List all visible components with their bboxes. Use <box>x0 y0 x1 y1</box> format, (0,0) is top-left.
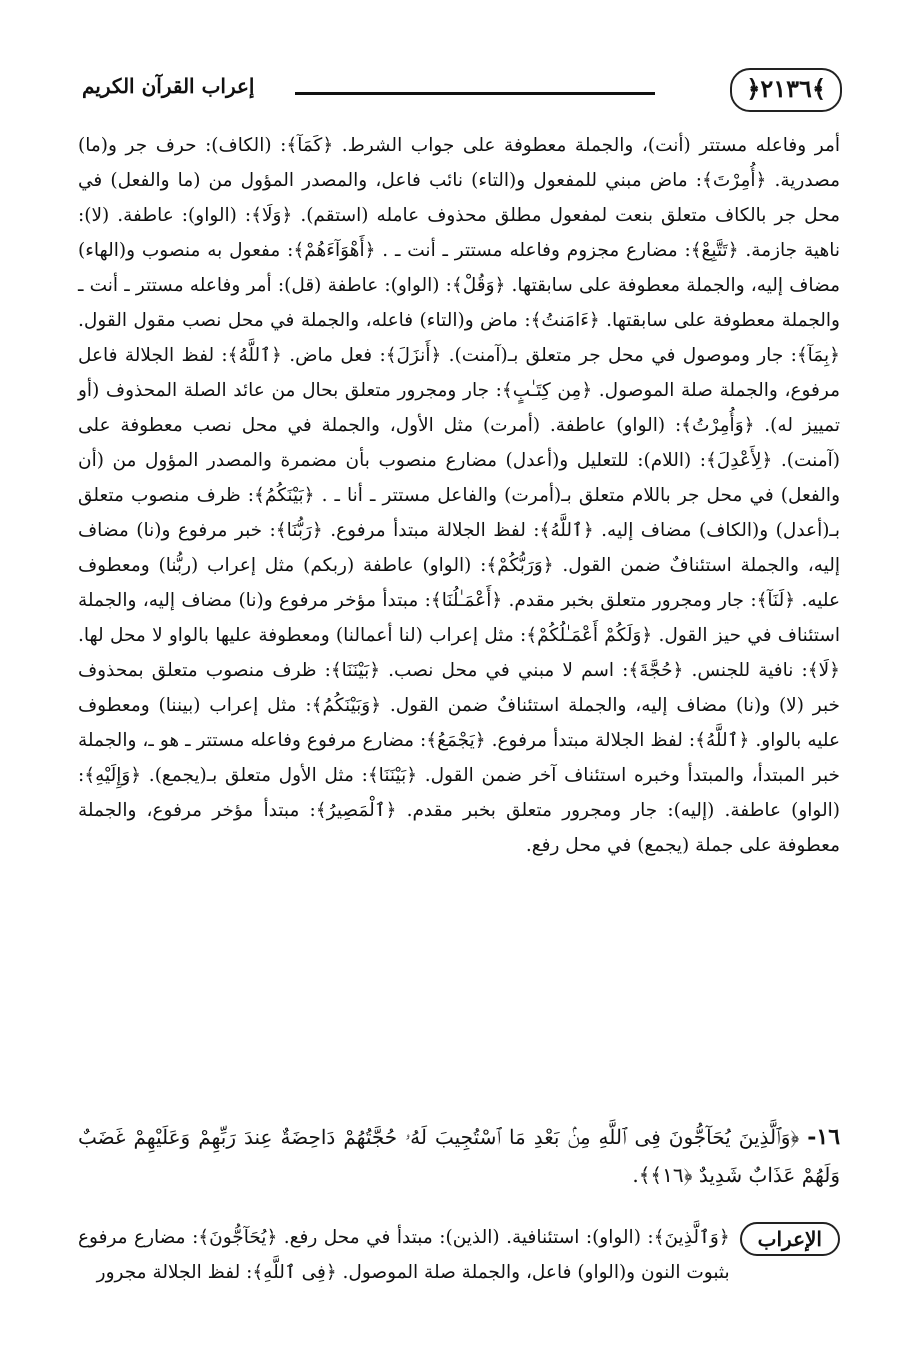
verse-text: ﴿وَٱلَّذِينَ يُحَآجُّونَ فِى ٱللَّهِ مِنۢ بَعْدِ مَا ٱسْتُجِيبَ لَهُۥ حُجَّتُهُمْ دَاحِضَةٌ عِندَ رَبِّهِمْ وَعَلَيْهِمْ غَضَبٌ وَلَهُمْ عَذَابٌ شَدِيدٌ ﴿١٦﴾﴾. <box>78 1125 840 1187</box>
irab-section <box>78 1220 840 1290</box>
book-title: إعراب القرآن الكريم <box>82 74 255 98</box>
header-rule <box>295 92 655 95</box>
verse-number: ١٦- <box>807 1124 841 1150</box>
main-text <box>78 128 840 863</box>
body-paragraph: أمر وفاعله مستتر (أنت)، والجملة معطوفة على جواب الشرط. ﴿كَمَآ﴾: (الكاف): حرف جر و(ما) مصدرية. ﴿أُمِرْتَ﴾: ماض مبني للمفعول و(التاء) نائب فاعل، والمصدر المؤول من (ما والفعل) في محل جر بالكاف متعلق بنعت لمفعول مطلق محذوف عامله (استقم). ﴿وَلَا﴾: (الواو): عاطفة. (لا): ناهية جازمة. ﴿تَتَّبِعْ﴾: مضارع مجزوم وفاعله مستتر ـ أنت ـ . ﴿أَهْوَآءَهُمْ﴾: مفعول به منصوب و(الهاء) مضاف إليه، والجملة معطوفة على سابقتها. ﴿وَقُلْ﴾: (الواو): عاطفة (قل): أمر وفاعله مستتر ـ أنت ـ والجملة معطوفة على سابقتها. ﴿ءَامَنتُ﴾: ماض و(التاء) فاعله، والجملة في محل نصب مقول القول. ﴿بِمَآ﴾: جار وموصول في محل جر متعلق بـ(آمنت). ﴿أَنزَلَ﴾: فعل ماض. ﴿ٱللَّهُ﴾: لفظ الجلالة فاعل مرفوع، والجملة صلة الموصول. ﴿مِن كِتَـٰبٍ﴾: جار ومجرور متعلق بحال من عائد الصلة المحذوف (أو تمييز له). ﴿وَأُمِرْتُ﴾: (الواو) عاطفة. (أمرت) مثل الأول، والجملة في محل نصب معطوفة على (آمنت). ﴿لِأَعْدِلَ﴾: (اللام): للتعليل و(أعدل) مضارع منصوب بأن مضمرة والمصدر المؤول من (أن والفعل) في محل جر باللام متعلق بـ(أمرت) والفاعل مستتر ـ أنا ـ . ﴿بَيْنَكُمُ﴾: ظرف منصوب متعلق بـ(أعدل) و(الكاف) مضاف إليه. ﴿ٱللَّهُ﴾: لفظ الجلالة مبتدأ مرفوع. ﴿رَبُّنَا﴾: خبر مرفوع و(نا) مضاف إليه، والجملة استئنافٌ ضمن القول. ﴿وَرَبُّكُمْ﴾: (الواو) عاطفة (ربكم) مثل إعراب (ربُّنا) ومعطوف عليه. ﴿لَنَآ﴾: جار ومجرور متعلق بخبر مقدم. ﴿أَعْمَـٰلُنَا﴾: مبتدأ مؤخر مرفوع و(نا) مضاف إليه، والجملة استئناف في حيز القول. ﴿وَلَكُمْ أَعْمَـٰلُكُمْ﴾: مثل إعراب (لنا أعمالنا) ومعطوفة عليها بالواو لا محل لها. ﴿لَا﴾: نافية للجنس. ﴿حُجَّةَ﴾: اسم لا مبني في محل نصب. ﴿بَيْنَنَا﴾: ظرف منصوب متعلق بمحذوف خبر (لا) و(نا) مضاف إليه، والجملة استئنافٌ ضمن القول. ﴿وَبَيْنَكُمُ﴾: مثل إعراب (بيننا) ومعطوف عليه بالواو. ﴿ٱللَّهُ﴾: لفظ الجلالة مبتدأ مرفوع. ﴿يَجْمَعُ﴾: مضارع مرفوع وفاعله مستتر ـ هو ـ، والجملة خبر المبتدأ، والمبتدأ وخبره استئناف آخر ضمن القول. ﴿بَيْنَنَا﴾: مثل الأول متعلق بـ(يجمع). ﴿وَإِلَيْهِ﴾: (الواو) عاطفة. (إليه): جار ومجرور متعلق بخبر مقدم. ﴿ٱلْمَصِيرُ﴾: مبتدأ مؤخر مرفوع، والجملة معطوفة على جملة (يجمع) في محل رفع. <box>78 135 840 856</box>
verse-block <box>78 1118 840 1194</box>
irab-label: الإعراب <box>740 1222 840 1256</box>
page-number: ﴿٢١٣٦﴾ <box>730 68 842 112</box>
page-header <box>60 68 860 114</box>
irab-text: ﴿وَٱلَّذِينَ﴾: (الواو): استئنافية. (الذين): مبتدأ في محل رفع. ﴿يُحَآجُّونَ﴾: مضارع مرفوع بثبوت النون و(الواو) فاعل، والجملة صلة الموصول. ﴿فِى ٱللَّهِ﴾: لفظ الجلالة مجرور <box>78 1227 730 1283</box>
